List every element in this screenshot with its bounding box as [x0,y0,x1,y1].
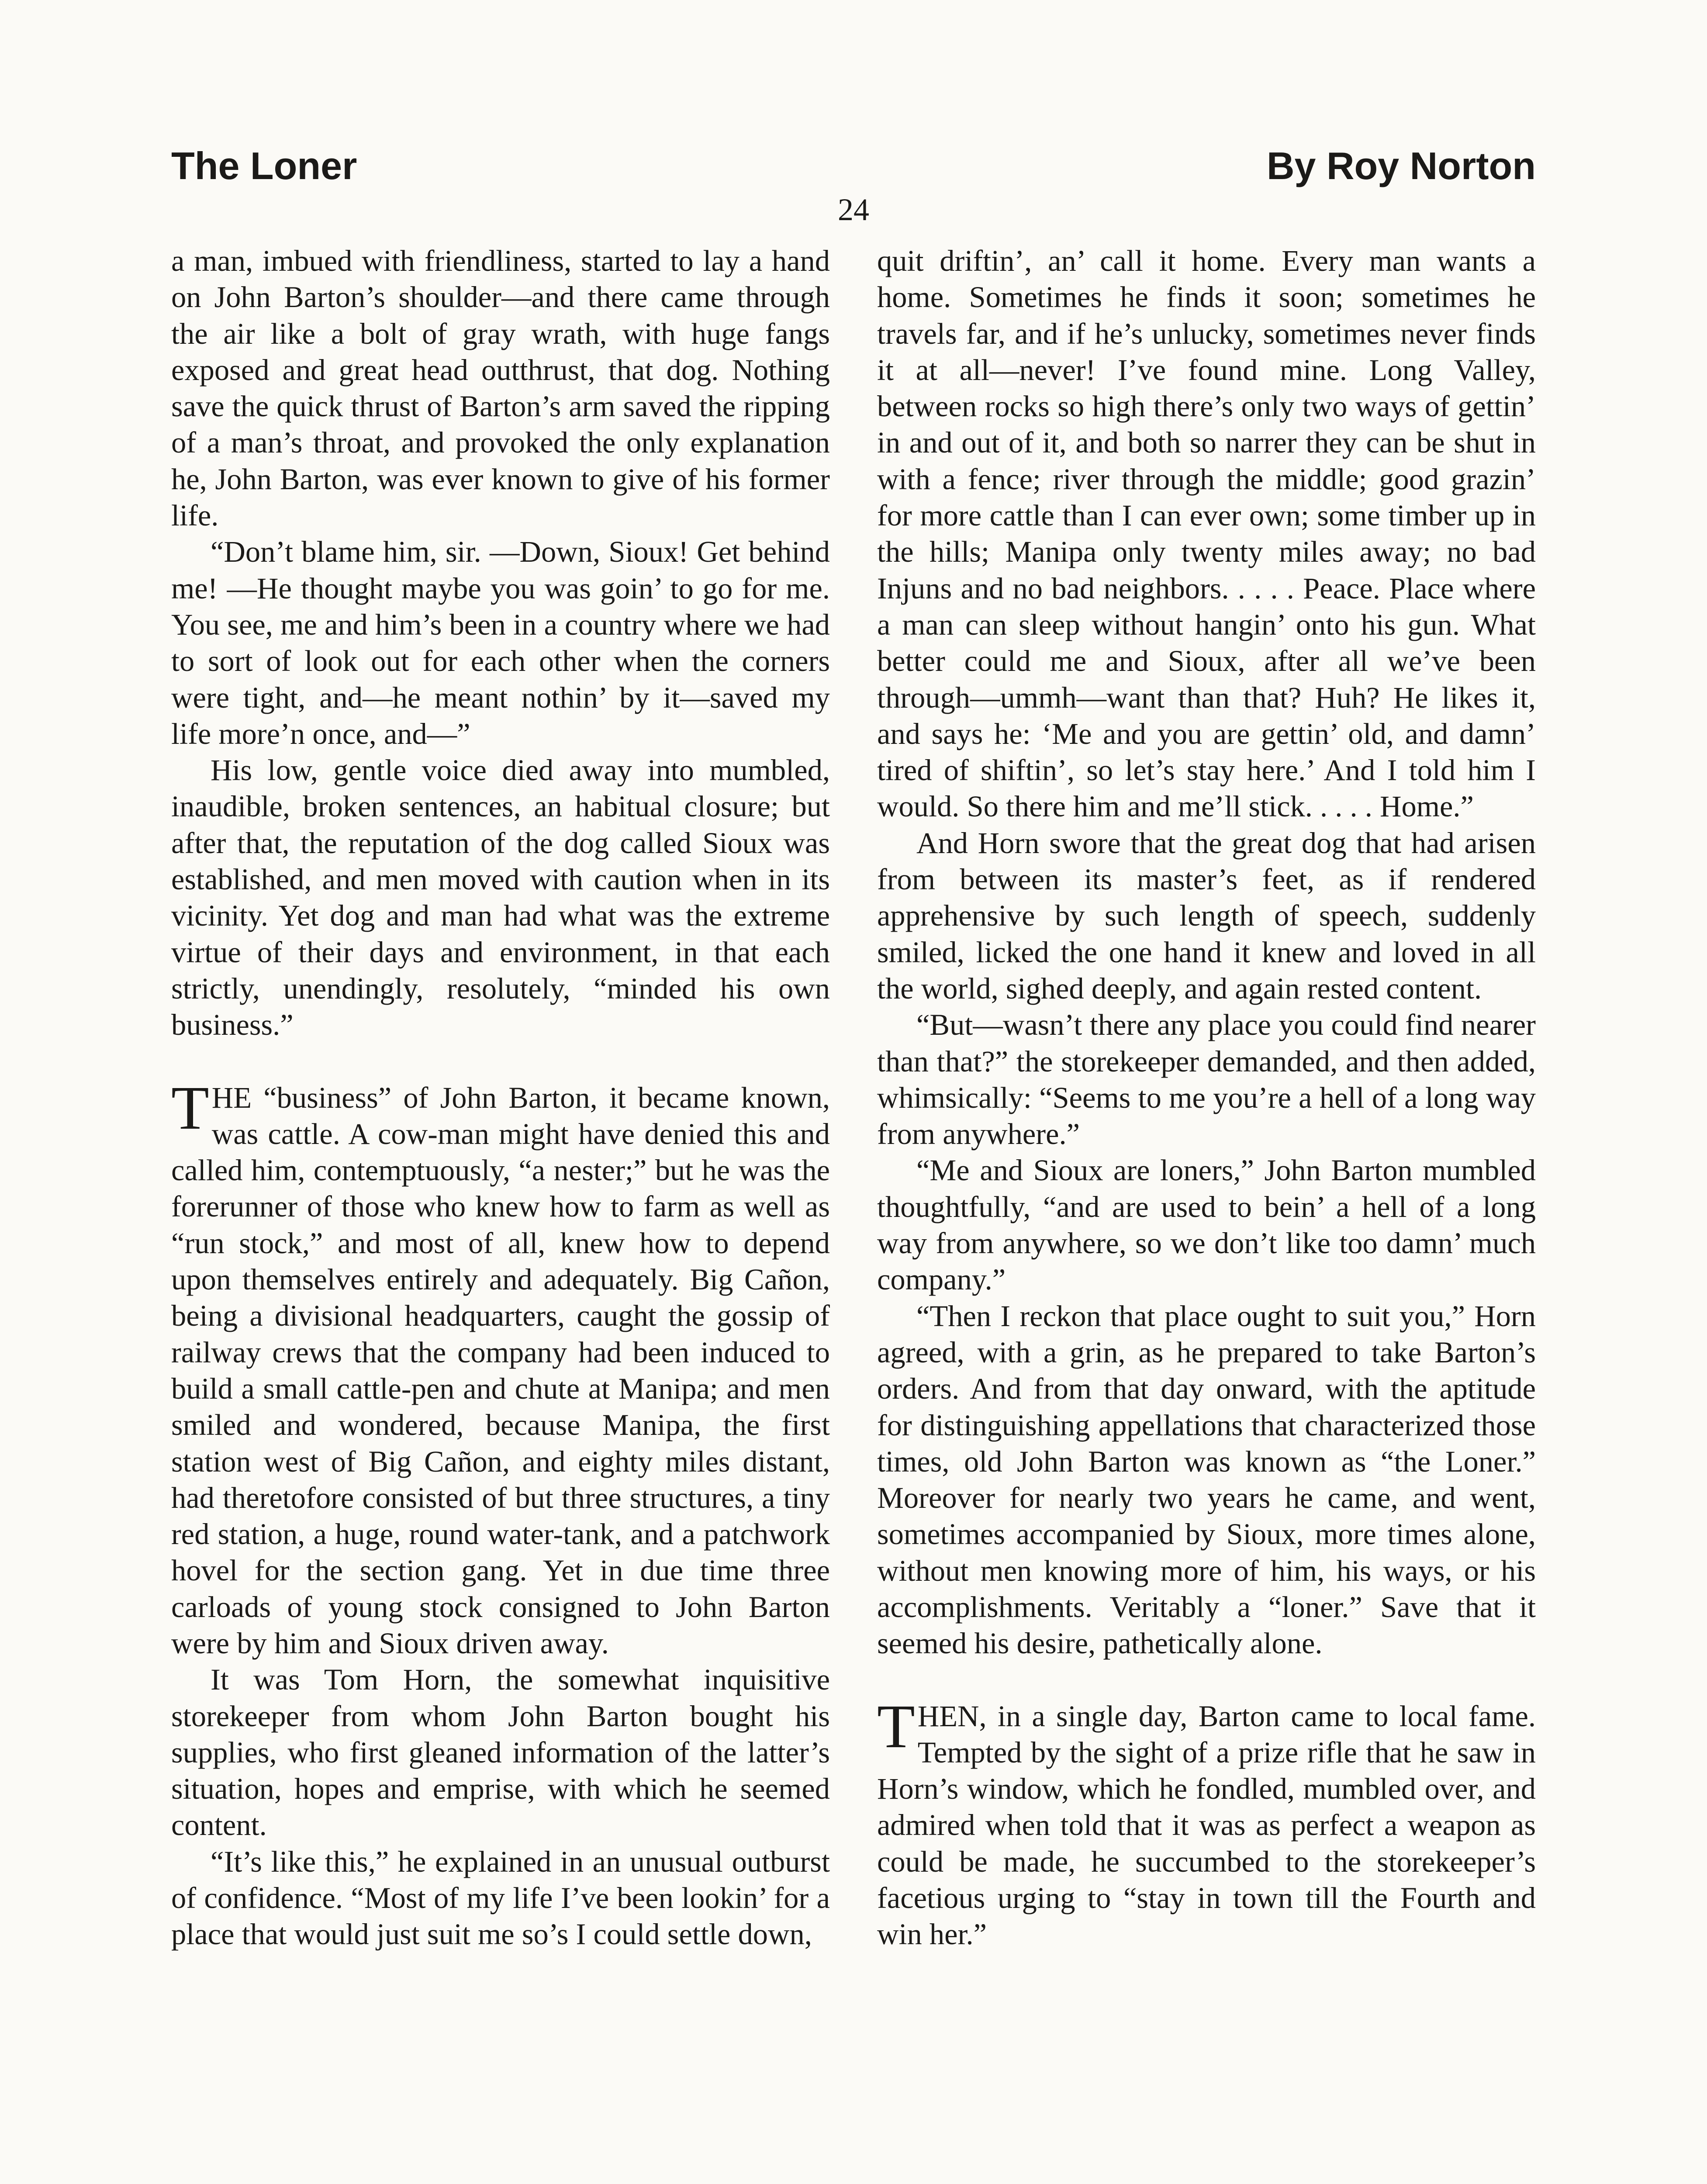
paragraph-text: “business” of John Barton, it became known, was cattle. A cow-man might have denied this and called him, contemptuously, “a nester;” but he was the forerunner of those who knew how to farm as well as “run stock,” and most of all, knew how to depend upon themselves entirely and adequately. Big Cañon, being a divisional headquarters, caught the gossip of railway crews that the company had been induced to build a small cattle-pen and chute at Manipa; and men smiled and wondered, because Manipa, the first station west of Big Cañon, and eighty miles distant, had theretofore consisted of but three structures, a tiny red station, a huge, round water-tank, and a patchwork hovel for the section gang. Yet in due time three carloads of young stock consigned to John Barton were by him and Sioux driven away. [171,1081,830,1660]
small-caps-lead: HE [211,1081,252,1114]
paragraph: It was Tom Horn, the somewhat inquisitive storekeeper from whom John Barton bought his supplies, who first gleaned information of the latter’s situation, hopes and emprise, with which he seemed content. [171,1663,830,1842]
paragraph: And Horn swore that the great dog that had arisen from between its master’s feet, as if rendered apprehensive by such length of speech, suddenly smiled, licked the one hand it knew and loved in all the world, sighed deeply, and again rested content. [877,826,1536,1005]
left-column [171,243,830,1953]
paragraph: “Me and Sioux are loners,” John Barton mumbled thoughtfully, “and are used to bein’ a hell of a long way from anywhere, so we don’t like too damn’ much company.” [877,1154,1536,1296]
section-opening-paragraph [877,1691,1536,1953]
drop-cap: T [877,1691,915,1761]
paragraph: “But—wasn’t there any place you could find nearer than that?” the storekeeper demanded, and then added, whimsically: “Seems to me you’re a hell of a long way from anywhere.” [877,1008,1536,1151]
author-byline: By Roy Norton [1267,144,1536,187]
drop-cap: T [171,1073,209,1142]
paragraph: “Don’t blame him, sir. —Down, Sioux! Get behind me! —He thought maybe you was goin’ to go for me. You see, me and him’s been in a country where we had to sort of look out for each other when the corners were tight, and—he meant nothin’ by it—saved my life more’n once, and—” [171,535,830,750]
paragraph-text: , in a single day, Barton came to local fame. Tempted by the sight of a prize rifle that he saw in Horn’s window, which he fondled, mumbled over, and admired when told that it was as perfect a weapon as could be made, he succumbed to the storekeeper’s facetious urging to “stay in town till the Fourth and win her.” [877,1699,1536,1951]
paragraph: “It’s like this,” he explained in an unusual outburst of confidence. “Most of my life I’ve been lookin’ for a place that would just suit me so’s I could settle down, [171,1845,830,1951]
paragraph: “Then I reckon that place ought to suit you,” Horn agreed, with a grin, as he prepared to take Barton’s orders. And from that day onward, with the aptitude for distinguishing appellations that characterized those times, old John Barton was known as “the Loner.” Moreover for nearly two years he came, and went, sometimes accompanied by Sioux, more times alone, without men knowing more of him, his ways, or his accomplishments. Veritably a “loner.” Save that it seemed his desire, pathetically alone. [877,1299,1536,1660]
paragraph: quit driftin’, an’ call it home. Every man wants a home. Sometimes he finds it soon; sometimes he travels far, and if he’s unlucky, sometimes never finds it at all—never! I’ve found mine. Long Valley, between rocks so high there’s only two ways of gettin’ in and out of it, and both so narrer they can be shut in with a fence; river through the middle; good grazin’ for more cattle than I can ever own; some timber up in the hills; Manipa only twenty miles away; no bad Injuns and no bad neighbors. . . . . Peace. Place where a man can sleep without hangin’ onto his gun. What better could me and Sioux, after all we’ve been through—ummh—want than that? Huh? He likes it, and says he: ‘Me and you are gettin’ old, and damn’ tired of shiftin’, so let’s stay here.’ And I told him I would. So there him and me’ll stick. . . . . Home.” [877,244,1536,823]
paragraph: a man, imbued with friendliness, started to lay a hand on John Barton’s shoulder—and there came through the air like a bolt of gray wrath, with huge fangs exposed and great head outthrust, that dog. Nothing save the quick thrust of Barton’s arm saved the ripping of a man’s throat, and provoked the only explanation he, John Barton, was ever known to give of his former life. [171,244,830,532]
small-caps-lead: HEN [917,1699,979,1733]
section-opening-paragraph [171,1073,830,1662]
right-column [877,243,1536,1953]
page-number: 24 [838,192,869,227]
story-title: The Loner [171,144,357,187]
paragraph: His low, gentle voice died away into mumbled, inaudible, broken sentences, an habitual closure; but after that, the reputation of the dog called Sioux was established, and men moved with caution when in its vicinity. Yet dog and man had what was the extreme virtue of their days and environment, in that each strictly, unendingly, resolutely, “minded his own business.” [171,753,830,1042]
